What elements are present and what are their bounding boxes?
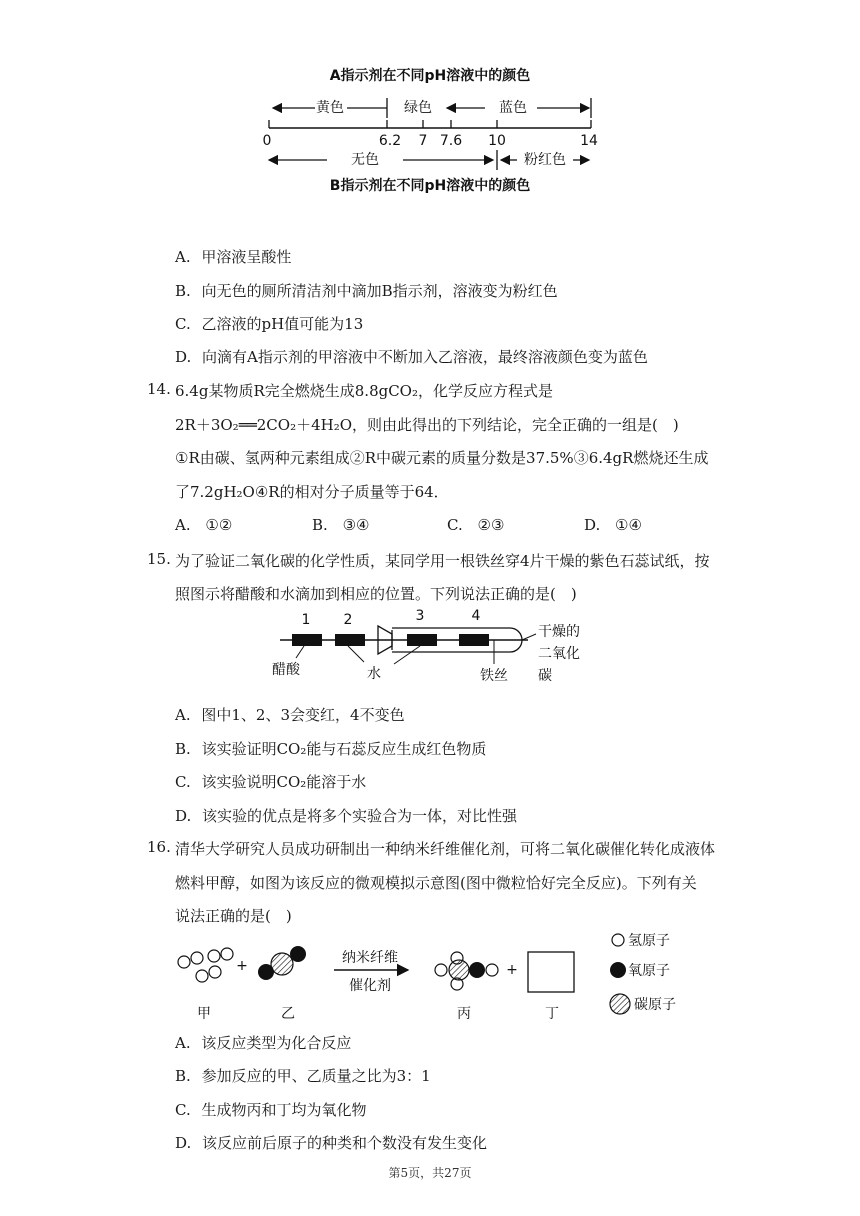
plus-sign-2: + bbox=[506, 962, 518, 978]
option-text: ①④ bbox=[615, 516, 642, 534]
reactant-jia-molecules bbox=[178, 948, 233, 982]
q14-number: 14. bbox=[147, 380, 171, 398]
q16-stem-line-2: 燃料甲醇，如图为该反应的微观模拟示意图(图中微粒恰好完全反应)。下列有关 bbox=[175, 874, 697, 892]
ph-tick-14: 14 bbox=[580, 133, 598, 149]
q14-stem-line-2: 2R＋3O₂══2CO₂＋4H₂O，则由此得出的下列结论，完全正确的一组是( ) bbox=[175, 416, 679, 434]
option-text: ①② bbox=[205, 516, 233, 534]
option-letter: D. bbox=[175, 348, 192, 366]
legend-carbon-icon bbox=[610, 994, 630, 1014]
ph-seg-blue: 蓝色 bbox=[499, 100, 527, 116]
strip-label-3: 3 bbox=[415, 608, 425, 624]
option-text: 该实验证明CO₂能与石蕊反应生成红色物质 bbox=[201, 740, 487, 758]
option-text: 向滴有A指示剂的甲溶液中不断加入乙溶液，最终溶液颜色变为蓝色 bbox=[202, 348, 648, 366]
litmus-strip-4 bbox=[459, 634, 489, 646]
q15-stem-line-2: 照图示将醋酸和水滴加到相应的位置。下列说法正确的是( ) bbox=[175, 585, 577, 603]
label-vinegar: 醋酸 bbox=[272, 662, 300, 678]
q16-number: 16. bbox=[147, 838, 171, 856]
reactant-yi-molecule bbox=[258, 946, 306, 980]
legend-hydrogen-icon bbox=[612, 934, 624, 946]
q15-option-d[interactable] bbox=[175, 805, 517, 826]
strip-label-2: 2 bbox=[343, 612, 353, 628]
ph-seg-colorless: 无色 bbox=[351, 152, 379, 168]
option-letter: B. bbox=[175, 1067, 191, 1085]
option-text: 该反应类型为化合反应 bbox=[201, 1034, 352, 1052]
option-text: 该实验说明CO₂能溶于水 bbox=[201, 773, 367, 791]
option-letter: D. bbox=[175, 1134, 192, 1152]
ph-seg-green: 绿色 bbox=[404, 100, 432, 116]
label-gas-2: 二氧化 bbox=[538, 646, 580, 662]
q16-stem-line-3: 说法正确的是( ) bbox=[175, 907, 292, 925]
plus-sign-1: + bbox=[236, 958, 248, 974]
legend-oxygen-icon bbox=[610, 962, 626, 978]
option-text: 生成物丙和丁均为氧化物 bbox=[201, 1101, 367, 1119]
ph-tick-0: 0 bbox=[262, 133, 272, 149]
ph-tick-7: 7 bbox=[418, 133, 428, 149]
label-bing: 丙 bbox=[457, 1006, 471, 1022]
q14-option-c[interactable] bbox=[447, 516, 504, 534]
option-letter: A. bbox=[175, 1034, 191, 1052]
legend-oxygen: 氧原子 bbox=[628, 963, 670, 979]
option-letter: C. bbox=[175, 773, 191, 791]
option-letter: B. bbox=[175, 282, 191, 300]
q15-option-a[interactable] bbox=[175, 704, 405, 725]
q15-stem-line-1: 为了验证二氧化碳的化学性质，某同学用一根铁丝穿4片干燥的紫色石蕊试纸，按 bbox=[175, 552, 710, 570]
label-yi: 乙 bbox=[281, 1006, 295, 1022]
product-bing-molecule bbox=[435, 952, 498, 990]
q16-option-b[interactable] bbox=[175, 1065, 431, 1086]
option-text: 乙溶液的pH值可能为13 bbox=[201, 315, 364, 333]
option-letter: D. bbox=[584, 516, 601, 534]
ph-tick-7-6: 7.6 bbox=[439, 133, 463, 149]
catalyst-label-2: 催化剂 bbox=[349, 978, 391, 994]
option-letter: A. bbox=[175, 516, 191, 534]
litmus-experiment-figure bbox=[270, 606, 600, 688]
q14-stem-line-3: ①R由碳、氢两种元素组成②R中碳元素的质量分数是37.5%③6.4gR燃烧还生成 bbox=[175, 449, 709, 467]
option-letter: A. bbox=[175, 248, 191, 266]
ph-seg-yellow: 黄色 bbox=[316, 100, 344, 116]
q14-option-b[interactable] bbox=[312, 516, 369, 534]
legend-carbon: 碳原子 bbox=[634, 997, 676, 1013]
q14-stem-line-1: 6.4g某物质R完全燃烧生成8.8gCO₂，化学反应方程式是 bbox=[175, 382, 553, 400]
ph-figure-title-b: B指示剂在不同pH溶液中的颜色 bbox=[329, 178, 531, 194]
q16-option-a[interactable] bbox=[175, 1032, 351, 1053]
option-text: 该反应前后原子的种类和个数没有发生变化 bbox=[202, 1134, 488, 1152]
option-text: 参加反应的甲、乙质量之比为3：1 bbox=[201, 1067, 431, 1085]
product-ding-box bbox=[528, 952, 574, 992]
page-footer: 第5页，共27页 bbox=[388, 1166, 472, 1180]
ph-tick-6-2: 6.2 bbox=[378, 133, 402, 149]
label-jia: 甲 bbox=[197, 1006, 211, 1022]
option-letter: C. bbox=[447, 516, 463, 534]
q16-option-c[interactable] bbox=[175, 1099, 367, 1120]
litmus-strip-1 bbox=[292, 634, 322, 646]
catalyst-label-1: 纳米纤维 bbox=[342, 950, 398, 966]
label-iron-wire: 铁丝 bbox=[480, 668, 508, 684]
q14-option-d[interactable] bbox=[584, 516, 642, 534]
reaction-model-figure bbox=[170, 928, 690, 1028]
q13-option-b[interactable] bbox=[175, 280, 558, 301]
option-text: ②③ bbox=[477, 516, 505, 534]
option-text: 向无色的厕所清洁剂中滴加B指示剂，溶液变为粉红色 bbox=[201, 282, 558, 300]
option-text: ③④ bbox=[342, 516, 370, 534]
option-letter: A. bbox=[175, 706, 191, 724]
ph-figure-title-a: A指示剂在不同pH溶液中的颜色 bbox=[329, 68, 531, 84]
q13-option-d[interactable] bbox=[175, 346, 648, 367]
option-letter: C. bbox=[175, 315, 191, 333]
q13-option-c[interactable] bbox=[175, 313, 363, 334]
q15-number: 15. bbox=[147, 550, 171, 568]
option-text: 图中1、2、3会变红，4不变色 bbox=[201, 706, 405, 724]
ph-indicator-figure bbox=[255, 62, 605, 202]
q14-stem-line-4: 了7.2gH₂O④R的相对分子质量等于64． bbox=[175, 483, 449, 501]
litmus-strip-2 bbox=[335, 634, 365, 646]
option-text: 甲溶液呈酸性 bbox=[201, 248, 292, 266]
q16-option-d[interactable] bbox=[175, 1132, 487, 1153]
ph-tick-10: 10 bbox=[488, 133, 506, 149]
label-water: 水 bbox=[367, 666, 381, 682]
option-letter: B. bbox=[312, 516, 328, 534]
label-gas-1: 干燥的 bbox=[538, 624, 580, 640]
legend-hydrogen: 氢原子 bbox=[628, 933, 670, 949]
strip-label-1: 1 bbox=[301, 612, 311, 628]
label-gas-3: 碳 bbox=[538, 668, 552, 684]
q13-option-a[interactable] bbox=[175, 246, 291, 267]
q14-option-a[interactable] bbox=[175, 516, 232, 534]
q16-stem-line-1: 清华大学研究人员成功研制出一种纳米纤维催化剂，可将二氧化碳催化转化成液体 bbox=[175, 840, 716, 858]
option-letter: D. bbox=[175, 807, 192, 825]
label-ding: 丁 bbox=[545, 1006, 559, 1022]
option-text: 该实验的优点是将多个实验合为一体，对比性强 bbox=[202, 807, 518, 825]
q15-option-c[interactable] bbox=[175, 771, 366, 792]
litmus-strip-3 bbox=[407, 634, 437, 646]
option-letter: C. bbox=[175, 1101, 191, 1119]
q15-option-b[interactable] bbox=[175, 738, 486, 759]
option-letter: B. bbox=[175, 740, 191, 758]
ph-seg-pink: 粉红色 bbox=[524, 152, 566, 168]
strip-label-4: 4 bbox=[471, 608, 481, 624]
